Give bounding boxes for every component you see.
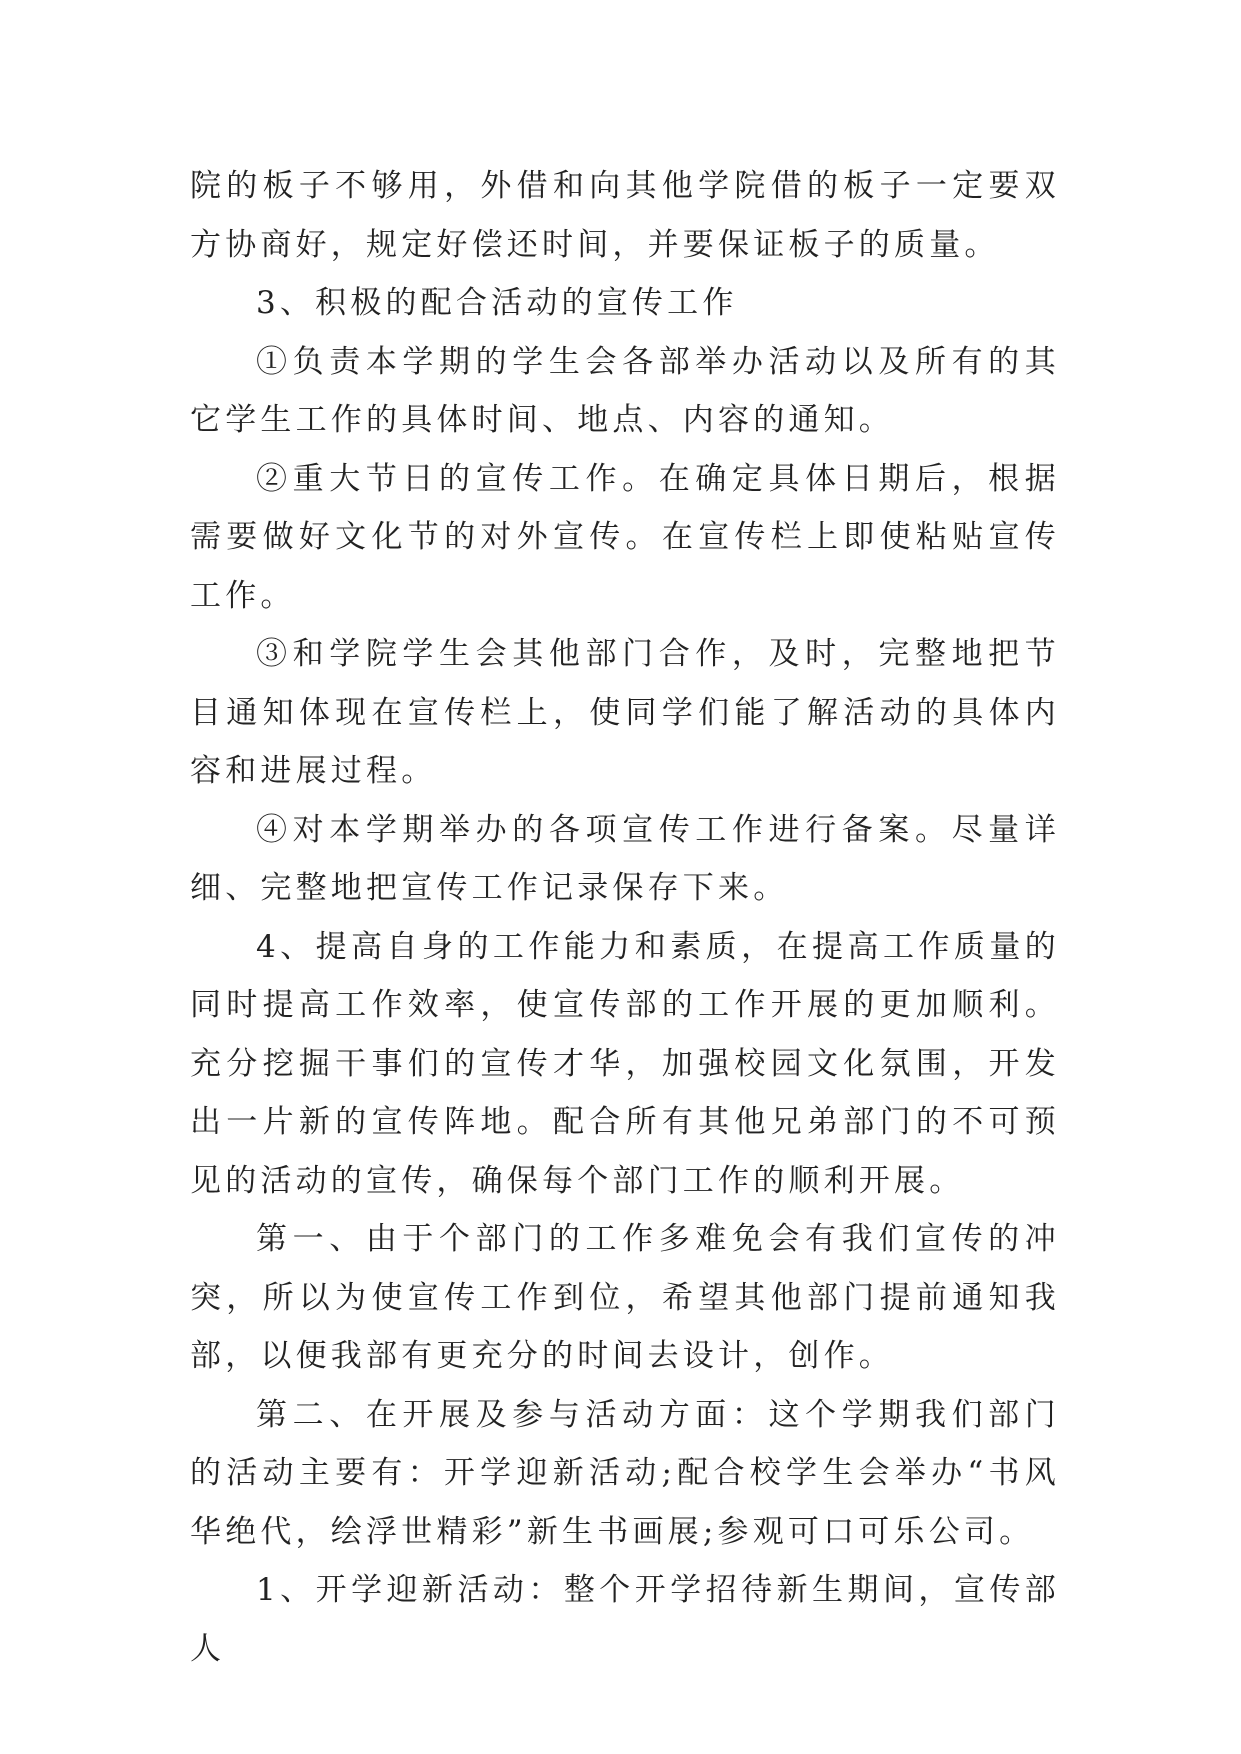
paragraph-item-1: ①负责本学期的学生会各部举办活动以及所有的其它学生工作的具体时间、地点、内容的通知。 [190,343,1060,438]
paragraph-activity-1: 1、开学迎新活动：整个开学招待新生期间，宣传部人 [190,1572,1060,1667]
paragraph-continuation: 院的板子不够用，外借和向其他学院借的板子一定要双方协商好，规定好偿还时间，并要保证板子的质量。 [190,168,1060,263]
paragraph-section-3-heading: 3、积极的配合活动的宣传工作 [256,285,738,321]
paragraph-first-point: 第一、由于个部门的工作多难免会有我们宣传的冲突，所以为使宣传工作到位，希望其他部门提前通知我部，以便我部有更充分的时间去设计，创作。 [190,1221,1060,1374]
paragraph-item-3: ③和学院学生会其他部门合作，及时，完整地把节目通知体现在宣传栏上，使同学们能了解活动的具体内容和进展过程。 [190,636,1060,789]
paragraph-section-4: 4、提高自身的工作能力和素质，在提高工作质量的同时提高工作效率，使宣传部的工作开展的更加顺利。充分挖掘干事们的宣传才华，加强校园文化氛围，开发出一片新的宣传阵地。配合所有其他兄弟部门的不可预见的活动的宣传，确保每个部门工作的顺利开展。 [190,928,1060,1199]
document-body [190,157,1060,1678]
paragraph-second-point: 第二、在开展及参与活动方面：这个学期我们部门的活动主要有：开学迎新活动;配合校学生会举办“书风华绝代，绘浮世精彩”新生书画展;参观可口可乐公司。 [190,1396,1060,1550]
paragraph-item-4: ④对本学期举办的各项宣传工作进行备案。尽量详细、完整地把宣传工作记录保存下来。 [190,811,1060,906]
paragraph-item-2: ②重大节日的宣传工作。在确定具体日期后，根据需要做好文化节的对外宣传。在宣传栏上即使粘贴宣传工作。 [190,460,1060,614]
